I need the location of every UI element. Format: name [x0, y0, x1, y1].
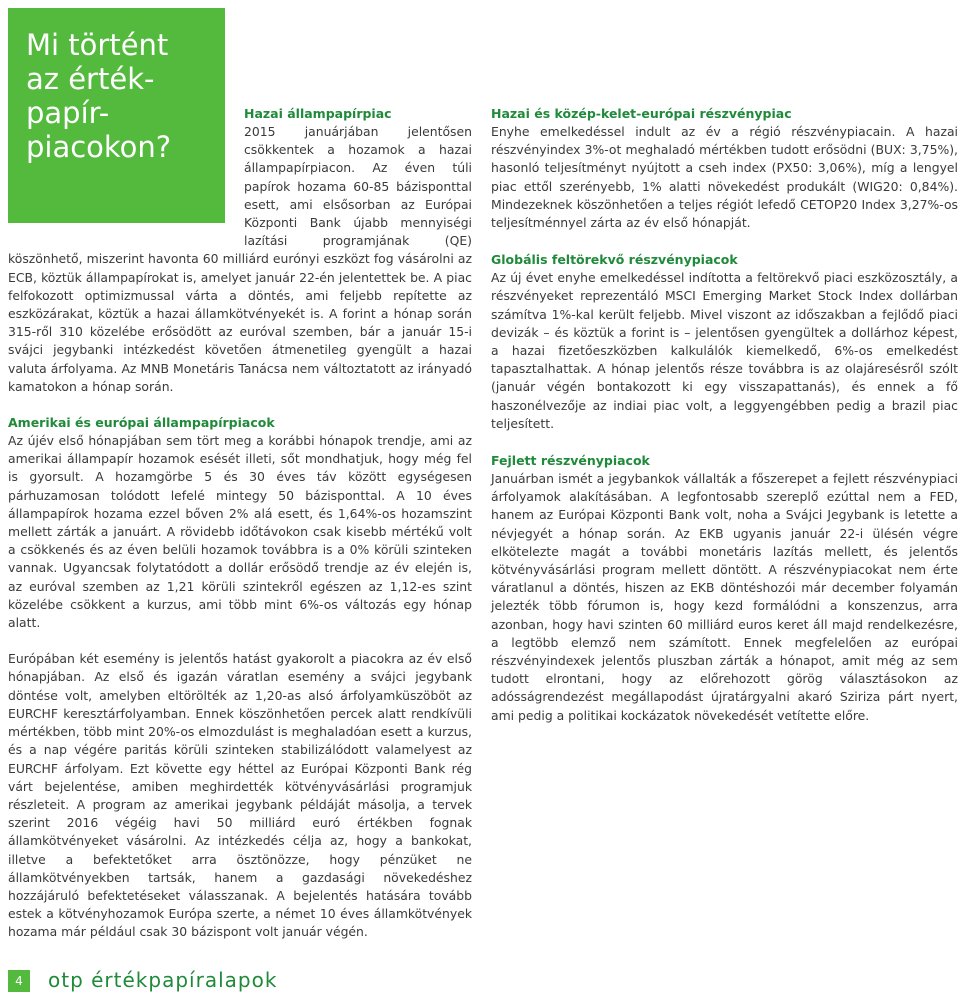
- section-globalis-feltorekvo: [491, 251, 958, 433]
- section-paragraph: 2015 januárjában jelentősen csökkentek a hozamok a hazai állampapírpiacon. Az éven túli papírok hozama 60-85 bázisponttal esett, ami elsősorban az Európai Központi Bank újabb mennyiségi lazítási programjának (QE) köszönhető, miszerint havonta 60 milliárd eurónyi eszközt fog vásárolni az ECB, köztük állampapírokat is, amelyet január 22-én jelentettek be. A piac felfokozott optimizmussal várta a döntés, ami feljebb repítette az eszközárakat, köztük a hazai államkötvényekét is. A forint a hónap során 315-ről 310 közelébe erősödött az euróval szemben, bár a január 15-i svájci jegybanki intézkedést követően átmenetileg gyengült a hazai valuta árfolyama. Az MNB Monetáris Tanácsa nem változtatott az irányadó kamatokon a hónap során.: [8, 124, 472, 394]
- right-column: [491, 105, 958, 725]
- section-paragraph: Európában két esemény is jelentős hatást gyakorolt a piacokra az év első hónapjában. Az első és igazán váratlan esemény a svájci jegybank döntése volt, amelyben eltörölték az 1,20-as alsó árfolyamküszöböt az EURCHF keresztárfolyamban. Ennek köszönhetően percek alatt rendkívüli mértékben, több mint 20%-os elmozdulást is meghaladóan esett a kurzus, és a nap végére paritás körüli szinteken stabilizálódott valamelyest az EURCHF árfolyam. Ezt követte egy héttel az Európai Központi Bank rég várt bejelentése, amiben meghirdették kötvényvásárlási programjuk részleteit. A program az amerikai jegybank példáját másolja, a tervek szerint 2016 végéig havi 50 milliárd euró értékben fognak államkötvényeket vásárolni. Az intézkedés célja az, hogy a bankokat, illetve a befektetőket arra ösztönözze, hogy pénzüket ne államkötvényekben tartsák, hanem a gazdasági növekedéshez hozzájáruló befektetéseket válasszanak. A bejelentés hatására tovább estek a kötvényhozamok Európa szerte, a német 10 éves államkötvények hozama már például csak 30 bázispont volt január végén.: [8, 651, 472, 940]
- section-heading: Hazai állampapírpiac: [244, 106, 392, 121]
- section-heading: Hazai és közép-kelet-európai részvénypiac: [491, 106, 792, 121]
- section-paragraph: Az újév első hónapjában sem tört meg a korábbi hónapok trendje, ami az amerikai állampapír hozamok esését illeti, sőt mondhatjuk, hogy még fel is gyorsult. A hozamgörbe 5 és 30 éves táv között egységesen párhuzamosan tolódott lefelé mintegy 50 bázisponttal. A 10 éves állampapírok hozama ezzel bőven 2% alá esett, és 1,64%-os hozamszint mellett zárták a januárt. A rövidebb időtávokon csak kisebb mértékű volt a csökkenés és az éven belüli hozamok továbbra is a 0% körüli szinteken vannak. Ugyancsak folytatódott a dollár erősödő trendje az év elején is, az euróval szemben az 1,21 körüli szintekről egészen az 1,12-es szint közelébe csökkent a kurzus, ami több mint 6%-os változás egy hónap alatt.: [8, 433, 472, 631]
- title-line-3: papír-: [26, 96, 110, 130]
- section-heading: Globális feltörekvő részvénypiacok: [491, 252, 738, 268]
- title-line-1: Mi történt: [26, 28, 169, 62]
- section-fejlett-reszvenypiacok: [491, 452, 958, 725]
- title-line-4: piacokon?: [26, 130, 172, 164]
- page-number: 4: [8, 970, 30, 992]
- section-heading: Fejlett részvénypiacok: [491, 453, 650, 469]
- section-paragraph: Az új évet enyhe emelkedéssel indította a feltörekvő piaci eszközosztály, a részvényeket reprezentáló MSCI Emerging Market Stock Index dollárban számítva 1%-kal került feljebb. Mivel viszont az időszakban a fejlődő piaci devizák – és köztük a forint is – jelentősen gyengültek a dollárhoz képest, a hazai fizetőeszközben kalkulálók kiemelkedő, 6%-os emelkedést tapasztalhattak. A hónap jelentős része továbbra is az olajáresésről szólt (január végén bontakozott ki egy visszapattanás), és ennek a fő haszonélvezője az indiai piac volt, a leggyengébben pedig a brazil piac teljesített.: [491, 270, 958, 431]
- section-paragraph: Januárban ismét a jegybankok vállalták a főszerepet a fejlett részvénypiaci árfolyamok alakításában. A legfontosabb szereplő ezúttal nem a FED, hanem az Európai Központi Bank volt, noha a Svájci Jegybank is letette a névjegyét a hónap során. Az EKB ugyanis január 22-i ülésén végre elkötelezte magát a további monetáris lazítás mellett, és jelentős kötvényvásárlási program mellett döntött. A részvénypiacokat nem érte váratlanul a döntés, hiszen az EKB döntéshozói már december folyamán jelezték több fórumon is, hogy kezd formálódni a konszenzus, arra azonban, hogy havi szinten 60 milliárd euros keret áll majd rendelkezésre, a legtöbb elemző nem számított. Ennek megfelelően az európai részvényindexek jelentős pluszban zárták a hónapot, amit még az sem tudott elrontani, hogy az előrehozott görög választásokon az adósságrendezést megállapodást újratárgyalni akaró Sziriza párt nyert, ami pedig a politikai kockázatok növekedését vetítette előre.: [491, 471, 958, 723]
- section-heading: Amerikai és európai állampapírpiacok: [8, 415, 275, 431]
- section-paragraph: Enyhe emelkedéssel indult az év a régió részvénypiacain. A hazai részvényindex 3%-ot meghaladó mértékben tudott erősödni (BUX: 3,75%), hasonló teljesítményt nyújtott a cseh index (PX50: 3,06%), míg a lengyel piac ettől szerényebb, 1% alatti növekedést produkált (WIG20: 0,84%). Mindezeknek köszönhetően a teljes régiót lefedő CETOP20 Index 3,27%-os teljesítménnyel zárta az év első hónapját.: [491, 124, 958, 231]
- left-column: [8, 105, 472, 942]
- section-amerikai-europai-allampapirpiacok: [8, 414, 472, 941]
- title-line-2: az érték-: [26, 62, 155, 96]
- section-hazai-kke-reszvenypiac: [491, 105, 958, 232]
- brand-name: otp értékpapíralapok: [48, 968, 278, 992]
